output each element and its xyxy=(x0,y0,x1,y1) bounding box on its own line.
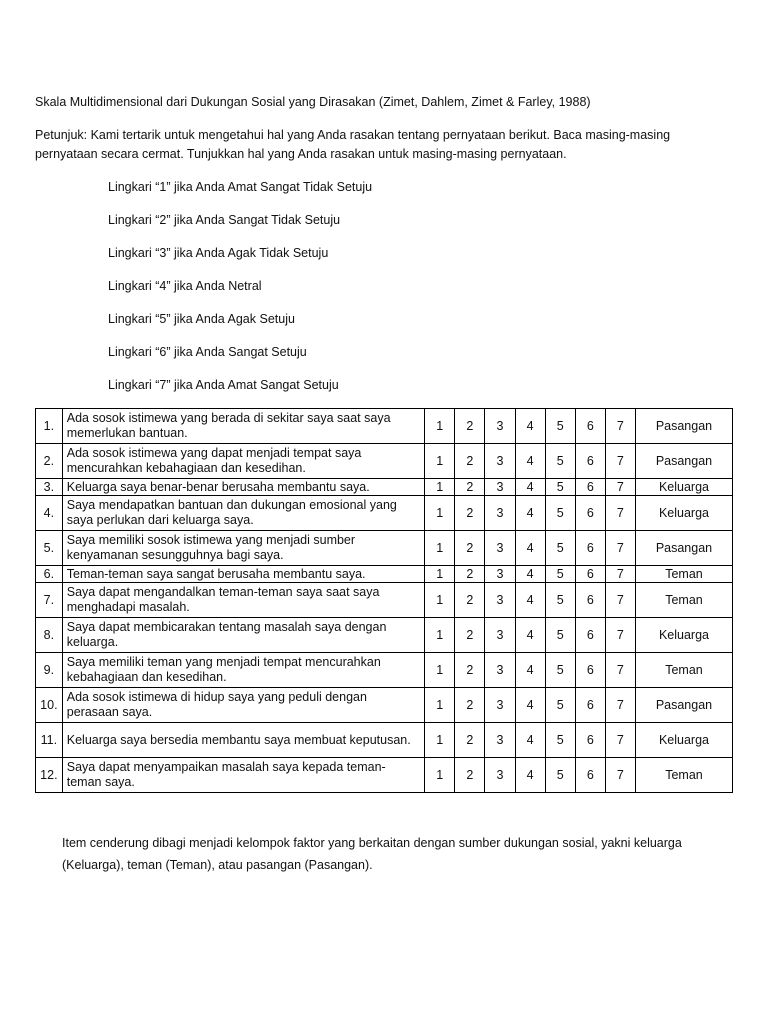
scale-choice-2[interactable]: 2 xyxy=(455,566,485,583)
scale-option xyxy=(108,178,608,211)
table-row xyxy=(36,758,733,793)
scale-choice-4[interactable]: 4 xyxy=(515,479,545,496)
item-number: 12. xyxy=(36,758,63,793)
scale-choice-2[interactable]: 2 xyxy=(455,618,485,653)
item-factor-group: Teman xyxy=(635,758,732,793)
scale-option xyxy=(108,343,608,376)
option-meaning: Amat Sangat Setuju xyxy=(227,378,339,392)
table-row xyxy=(36,566,733,583)
item-number: 7. xyxy=(36,583,63,618)
scale-choice-3[interactable]: 3 xyxy=(485,444,515,479)
item-factor-group: Pasangan xyxy=(635,409,732,444)
item-statement: Keluarga saya bersedia membantu saya membuat keputusan. xyxy=(62,723,424,758)
scale-choice-2[interactable]: 2 xyxy=(455,479,485,496)
scale-choice-6[interactable]: 6 xyxy=(575,531,605,566)
scale-choice-1[interactable]: 1 xyxy=(425,583,455,618)
scale-choice-2[interactable]: 2 xyxy=(455,653,485,688)
scale-choice-6[interactable]: 6 xyxy=(575,479,605,496)
item-factor-group: Keluarga xyxy=(635,479,732,496)
scale-choice-6[interactable]: 6 xyxy=(575,653,605,688)
item-number: 6. xyxy=(36,566,63,583)
item-number: 8. xyxy=(36,618,63,653)
scale-option xyxy=(108,211,608,244)
option-prefix: Lingkari “4” jika Anda xyxy=(108,279,229,293)
item-factor-group: Keluarga xyxy=(635,496,732,531)
scale-choice-4[interactable]: 4 xyxy=(515,758,545,793)
scale-choice-4[interactable]: 4 xyxy=(515,409,545,444)
scale-choice-6[interactable]: 6 xyxy=(575,496,605,531)
item-number: 2. xyxy=(36,444,63,479)
scale-choice-3[interactable]: 3 xyxy=(485,531,515,566)
scale-choice-7[interactable]: 7 xyxy=(605,566,635,583)
option-prefix: Lingkari “7” jika Anda xyxy=(108,378,228,392)
table-row xyxy=(36,496,733,531)
scale-choice-7[interactable]: 7 xyxy=(605,531,635,566)
item-statement: Saya dapat mengandalkan teman-teman saya saat saya menghadapi masalah. xyxy=(62,583,424,618)
scale-choice-7[interactable]: 7 xyxy=(605,758,635,793)
scale-choice-1[interactable]: 1 xyxy=(425,566,455,583)
scale-choice-1[interactable]: 1 xyxy=(425,688,455,723)
table-row xyxy=(36,583,733,618)
scale-choice-4[interactable]: 4 xyxy=(515,444,545,479)
scale-choice-3[interactable]: 3 xyxy=(485,566,515,583)
scale-choice-6[interactable]: 6 xyxy=(575,688,605,723)
scale-choice-5[interactable]: 5 xyxy=(545,653,575,688)
scale-choice-1[interactable]: 1 xyxy=(425,723,455,758)
scale-choice-1[interactable]: 1 xyxy=(425,409,455,444)
option-prefix: Lingkari “5” jika Anda xyxy=(108,312,228,326)
scale-option xyxy=(108,376,608,409)
scale-choice-3[interactable]: 3 xyxy=(485,688,515,723)
scale-choice-4[interactable]: 4 xyxy=(515,653,545,688)
scale-choice-2[interactable]: 2 xyxy=(455,409,485,444)
option-meaning: Amat Sangat Tidak Setuju xyxy=(227,180,373,194)
item-number: 1. xyxy=(36,409,63,444)
scale-choice-3[interactable]: 3 xyxy=(485,409,515,444)
item-statement: Ada sosok istimewa yang berada di sekitar saya saat saya memerlukan bantuan. xyxy=(62,409,424,444)
scale-choice-4[interactable]: 4 xyxy=(515,496,545,531)
scale-choice-5[interactable]: 5 xyxy=(545,409,575,444)
scale-option xyxy=(108,310,608,343)
scale-choice-6[interactable]: 6 xyxy=(575,409,605,444)
scale-choice-2[interactable]: 2 xyxy=(455,496,485,531)
option-prefix: Lingkari “1” jika Anda xyxy=(108,180,228,194)
scale-choice-1[interactable]: 1 xyxy=(425,618,455,653)
scale-choice-6[interactable]: 6 xyxy=(575,723,605,758)
table-row xyxy=(36,723,733,758)
scale-choice-6[interactable]: 6 xyxy=(575,444,605,479)
scale-choice-2[interactable]: 2 xyxy=(455,688,485,723)
item-number: 9. xyxy=(36,653,63,688)
table-row xyxy=(36,618,733,653)
scale-choice-3[interactable]: 3 xyxy=(485,758,515,793)
scale-choice-2[interactable]: 2 xyxy=(455,583,485,618)
questionnaire-table xyxy=(35,408,733,793)
scale-choice-3[interactable]: 3 xyxy=(485,618,515,653)
scale-choice-2[interactable]: 2 xyxy=(455,723,485,758)
item-statement: Ada sosok istimewa yang dapat menjadi tempat saya mencurahkan kebahagiaan dan kesedihan. xyxy=(62,444,424,479)
scale-choice-4[interactable]: 4 xyxy=(515,688,545,723)
table-row xyxy=(36,653,733,688)
item-number: 11. xyxy=(36,723,63,758)
item-statement: Saya memiliki sosok istimewa yang menjadi sumber kenyamanan sesungguhnya bagi saya. xyxy=(62,531,424,566)
scale-choice-5[interactable]: 5 xyxy=(545,723,575,758)
item-number: 5. xyxy=(36,531,63,566)
table-row xyxy=(36,688,733,723)
item-statement: Saya dapat menyampaikan masalah saya kepada teman-teman saya. xyxy=(62,758,424,793)
scale-choice-2[interactable]: 2 xyxy=(455,444,485,479)
item-statement: Keluarga saya benar-benar berusaha membantu saya. xyxy=(62,479,424,496)
scale-choice-6[interactable]: 6 xyxy=(575,583,605,618)
footer-note: Item cenderung dibagi menjadi kelompok faktor yang berkaitan dengan sumber dukungan sosial, yakni keluarga (Keluarga), teman (Teman), atau pasangan (Pasangan). xyxy=(62,836,682,872)
item-statement: Saya dapat membicarakan tentang masalah saya dengan keluarga. xyxy=(62,618,424,653)
scale-choice-3[interactable]: 3 xyxy=(485,723,515,758)
scale-choice-3[interactable]: 3 xyxy=(485,496,515,531)
scale-choice-5[interactable]: 5 xyxy=(545,444,575,479)
scale-choice-5[interactable]: 5 xyxy=(545,688,575,723)
scale-choice-5[interactable]: 5 xyxy=(545,618,575,653)
item-statement: Saya mendapatkan bantuan dan dukungan emosional yang saya perlukan dari keluarga saya. xyxy=(62,496,424,531)
scale-choice-5[interactable]: 5 xyxy=(545,496,575,531)
item-factor-group: Pasangan xyxy=(635,444,732,479)
scale-choice-7[interactable]: 7 xyxy=(605,688,635,723)
scale-choice-4[interactable]: 4 xyxy=(515,618,545,653)
scale-choice-7[interactable]: 7 xyxy=(605,479,635,496)
item-factor-group: Keluarga xyxy=(635,723,732,758)
item-statement: Saya memiliki teman yang menjadi tempat mencurahkan kebahagiaan dan kesedihan. xyxy=(62,653,424,688)
scale-choice-2[interactable]: 2 xyxy=(455,758,485,793)
scale-choice-7[interactable]: 7 xyxy=(605,653,635,688)
item-statement: Teman-teman saya sangat berusaha membantu saya. xyxy=(62,566,424,583)
option-prefix: Lingkari “3” jika Anda xyxy=(108,246,228,260)
scale-choice-1[interactable]: 1 xyxy=(425,496,455,531)
scale-choice-5[interactable]: 5 xyxy=(545,566,575,583)
scale-options-list xyxy=(108,178,608,409)
scale-choice-4[interactable]: 4 xyxy=(515,723,545,758)
scale-choice-7[interactable]: 7 xyxy=(605,723,635,758)
item-factor-group: Teman xyxy=(635,566,732,583)
item-factor-group: Teman xyxy=(635,583,732,618)
questionnaire-rows xyxy=(36,409,733,793)
scale-choice-7[interactable]: 7 xyxy=(605,496,635,531)
option-prefix: Lingkari “2” jika Anda xyxy=(108,213,229,227)
table-row xyxy=(36,409,733,444)
scale-option xyxy=(108,277,608,310)
scale-choice-1[interactable]: 1 xyxy=(425,531,455,566)
option-meaning: Sangat Setuju xyxy=(228,345,307,359)
scale-choice-1[interactable]: 1 xyxy=(425,479,455,496)
scale-choice-5[interactable]: 5 xyxy=(545,531,575,566)
scale-choice-7[interactable]: 7 xyxy=(605,583,635,618)
scale-choice-4[interactable]: 4 xyxy=(515,566,545,583)
scale-choice-6[interactable]: 6 xyxy=(575,566,605,583)
option-meaning: Netral xyxy=(228,279,262,293)
item-factor-group: Keluarga xyxy=(635,618,732,653)
scale-choice-4[interactable]: 4 xyxy=(515,583,545,618)
instructions-paragraph: Petunjuk: Kami tertarik untuk mengetahui hal yang Anda rasakan tentang pernyataan berikut. Baca masing-masing pernyataan secara cermat. Tunjukkan hal yang Anda rasakan untuk masing-masing pernyataan. xyxy=(35,128,671,161)
table-row xyxy=(36,479,733,496)
scale-choice-1[interactable]: 1 xyxy=(425,653,455,688)
scale-choice-7[interactable]: 7 xyxy=(605,618,635,653)
scale-option xyxy=(108,244,608,277)
scale-choice-1[interactable]: 1 xyxy=(425,444,455,479)
scale-choice-3[interactable]: 3 xyxy=(485,479,515,496)
scale-choice-6[interactable]: 6 xyxy=(575,618,605,653)
item-factor-group: Pasangan xyxy=(635,531,732,566)
table-row xyxy=(36,444,733,479)
item-factor-group: Teman xyxy=(635,653,732,688)
scale-choice-5[interactable]: 5 xyxy=(545,758,575,793)
scale-choice-5[interactable]: 5 xyxy=(545,479,575,496)
scale-choice-1[interactable]: 1 xyxy=(425,758,455,793)
document-title: Skala Multidimensional dari Dukungan Sosial yang Dirasakan (Zimet, Dahlem, Zimet & Farley, 1988) xyxy=(35,95,591,109)
scale-choice-5[interactable]: 5 xyxy=(545,583,575,618)
item-factor-group: Pasangan xyxy=(635,688,732,723)
scale-choice-3[interactable]: 3 xyxy=(485,653,515,688)
option-meaning: Sangat Tidak Setuju xyxy=(228,213,341,227)
scale-choice-7[interactable]: 7 xyxy=(605,409,635,444)
item-number: 4. xyxy=(36,496,63,531)
scale-choice-6[interactable]: 6 xyxy=(575,758,605,793)
scale-choice-2[interactable]: 2 xyxy=(455,531,485,566)
option-meaning: Agak Tidak Setuju xyxy=(227,246,329,260)
item-number: 10. xyxy=(36,688,63,723)
option-meaning: Agak Setuju xyxy=(227,312,295,326)
item-number: 3. xyxy=(36,479,63,496)
scale-choice-3[interactable]: 3 xyxy=(485,583,515,618)
table-row xyxy=(36,531,733,566)
scale-choice-7[interactable]: 7 xyxy=(605,444,635,479)
item-statement: Ada sosok istimewa di hidup saya yang peduli dengan perasaan saya. xyxy=(62,688,424,723)
scale-choice-4[interactable]: 4 xyxy=(515,531,545,566)
option-prefix: Lingkari “6” jika Anda xyxy=(108,345,229,359)
